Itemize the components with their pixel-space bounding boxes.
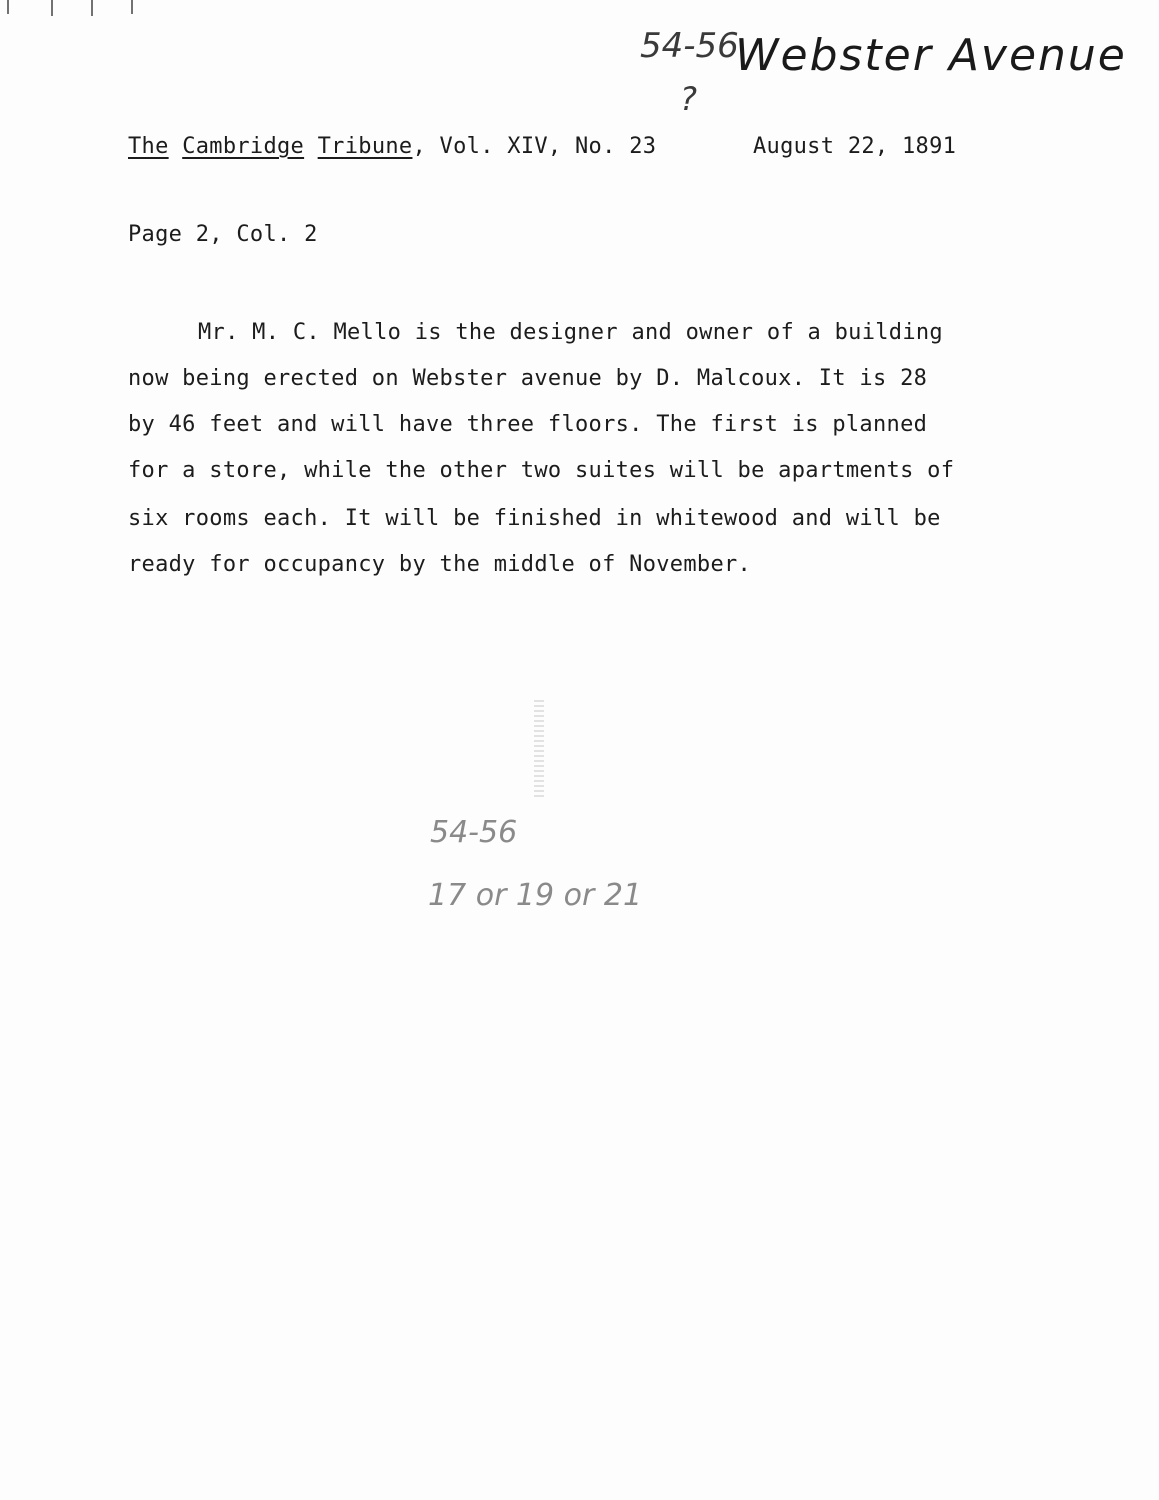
article-line: by 46 feet and will have three floors. The first is planned [128, 412, 928, 437]
publication-date: August 22, 1891 [753, 134, 957, 159]
article-line: Mr. M. C. Mello is the designer and owner of a building [198, 320, 943, 345]
page-column-reference: Page 2, Col. 2 [128, 222, 318, 247]
article-line: six rooms each. It will be finished in whitewood and will be [128, 506, 941, 531]
newspaper-name-cambridge: Cambridge [182, 134, 305, 159]
handwritten-street-name: Webster Avenue [735, 30, 1127, 81]
volume-info: , Vol. XIV, No. 23 [412, 134, 657, 159]
faint-stamp-mark [534, 700, 544, 800]
article-line: ready for occupancy by the middle of November. [128, 552, 752, 577]
newspaper-name-the: The [128, 134, 169, 159]
article-line: for a store, while the other two suites will be apartments of [128, 458, 955, 483]
handwritten-address-number: 54-56 [640, 26, 739, 66]
pencil-address-number: 54-56 [430, 815, 518, 850]
newspaper-name-tribune: Tribune [317, 134, 413, 159]
handwritten-question-mark: ? [680, 80, 697, 118]
edge-tick-marks [0, 0, 160, 20]
pencil-lot-numbers: 17 or 19 or 21 [428, 878, 643, 913]
article-line: now being erected on Webster avenue by D. Malcoux. It is 28 [128, 366, 928, 391]
